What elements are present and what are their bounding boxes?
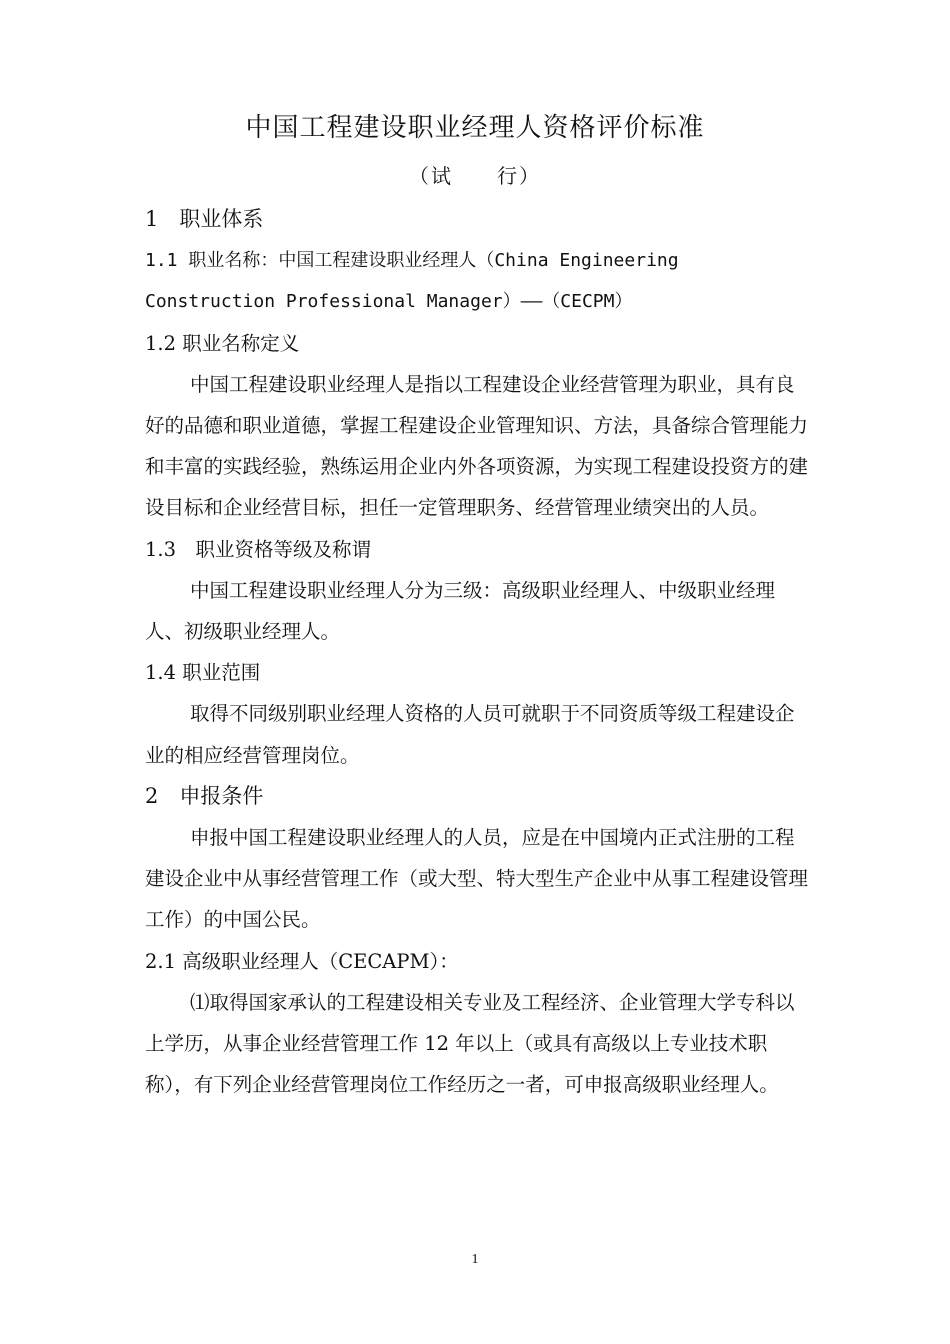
- paragraph-scope: 取得不同级别职业经理人资格的人员可就职于不同资质等级工程建设企业的相应经营管理岗位。: [145, 702, 795, 767]
- page-number: 1: [471, 1252, 479, 1267]
- document-title: 中国工程建设职业经理人资格评价标准: [245, 113, 705, 143]
- paragraph-definition: 中国工程建设职业经理人是指以工程建设企业经营管理为职业，具有良好的品德和职业道德，掌握工程建设企业管理知识、方法，具备综合管理能力和丰富的实践经验，熟练运用企业内外各项资源，为实现工程建设投资方的建设目标和企业经营目标，担任一定管理职务、经营管理业绩突出的人员。: [145, 372, 809, 520]
- section-heading-2: 2 申报条件: [145, 783, 264, 808]
- section-heading-1-1-line1: 1.1 职业名称：中国工程建设职业经理人（China Engineering: [145, 250, 679, 272]
- section-heading-1: 1 职业体系: [145, 207, 264, 231]
- section-heading-1-4: 1.4 职业范围: [145, 661, 261, 685]
- section-heading-1-3: 1.3 职业资格等级及称谓: [145, 537, 372, 561]
- document-subtitle: （试 行）: [409, 164, 541, 188]
- section-heading-2-1: 2.1 高级职业经理人（CECAPM）：: [145, 949, 459, 973]
- section-heading-1-1-line2: Construction Professional Manager）——（CECPM）: [145, 291, 633, 313]
- paragraph-senior-requirement: ⑴取得国家承认的工程建设相关专业及工程经济、企业管理大学专科以上学历，从事企业经营管理工作 12 年以上（或具有高级以上专业技术职称），有下列企业经营管理岗位工作经历之一者，可申报高级职业经理人。: [145, 990, 795, 1097]
- paragraph-levels: 中国工程建设职业经理人分为三级：高级职业经理人、中级职业经理人、初级职业经理人。: [145, 578, 776, 644]
- paragraph-eligibility: 申报中国工程建设职业经理人的人员，应是在中国境内正式注册的工程建设企业中从事经营管理工作（或大型、特大型生产企业中从事工程建设管理工作）的中国公民。: [145, 826, 809, 932]
- document-body: [145, 199, 810, 1105]
- section-heading-1-2: 1.2 职业名称定义: [145, 331, 300, 355]
